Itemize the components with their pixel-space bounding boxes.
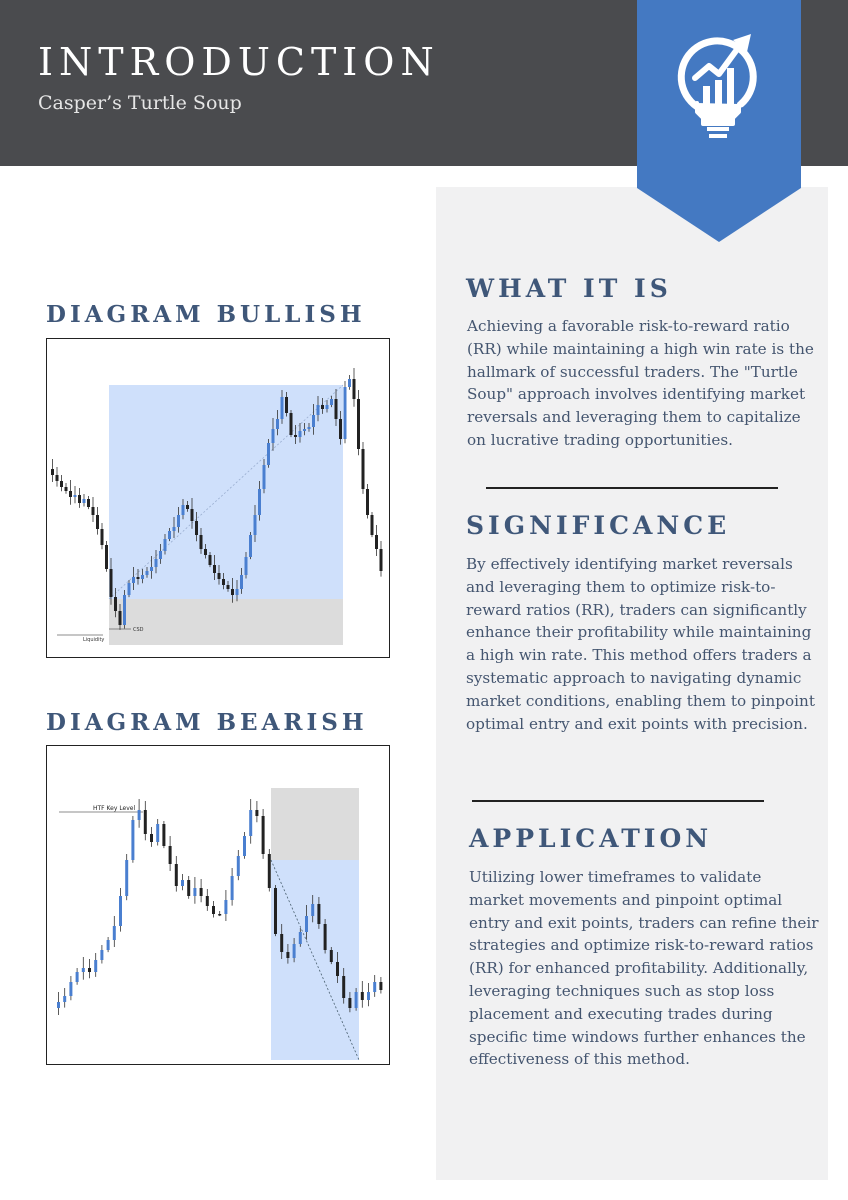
bullish-candle [326,405,329,409]
bearish-candle [311,904,314,916]
bullish-candle [173,527,176,531]
application-text: Utilizing lower timeframes to validate market movements and pinpoint optimal entry and exit points, traders can refine their strategies and optimize risk-to-reward ratios (RR) for enhanced profitability. Additionally, leveraging techniques such as stop loss placement and executing trades during specific time windows further enhances the effectiveness of this method. [469,868,819,1069]
bearish-candle [262,816,265,854]
application-heading: APPLICATION [469,824,713,853]
key-level-label: HTF Key Level [93,805,136,812]
bearish-candle [355,992,358,1008]
bullish-candle [60,481,63,487]
bearish-candle [336,962,339,976]
bullish-candle [168,531,171,539]
bullish-candle [101,529,104,545]
bullish-candle [56,475,59,481]
bullish-candle [366,489,369,515]
bearish-candle [82,968,85,972]
bearish-candle [181,880,184,886]
bullish-candle [159,551,162,559]
bullish-candle [330,399,333,405]
bearish-candle [88,968,91,972]
bearish-candle [305,916,308,932]
bullish-candle [258,489,261,515]
page-subtitle: Casper’s Turtle Soup [38,92,242,114]
bullish-candle [128,583,131,595]
bullish-candle [263,465,266,489]
bullish-candle [348,379,351,387]
bullish-candle [105,545,108,569]
bullish-grey-zone [109,599,343,645]
bullish-candle [335,399,338,419]
csd-label: CSD [133,627,144,633]
bullish-candle [74,495,77,497]
bullish-candle [191,509,194,521]
bullish-candle [317,405,320,415]
bearish-candle [348,998,351,1008]
bullish-candle [155,559,158,567]
bearish-candle [342,976,345,998]
bullish-candle [96,515,99,529]
page-title: INTRODUCTION [38,40,440,84]
bearish-candle [212,906,215,914]
bearish-candle [200,888,203,896]
bullish-candle [276,419,279,429]
bullish-candle [177,515,180,527]
bearish-candle [379,982,382,990]
significance-heading: SIGNIFICANCE [466,511,731,540]
bullish-candle [240,575,243,589]
bearish-candle [367,992,370,1000]
bearish-candle [119,896,122,926]
bearish-candle [330,950,333,962]
bearish-candle [57,1002,60,1008]
bearish-candle [286,952,289,958]
bearish-candle [299,932,302,944]
bullish-candle [254,515,257,535]
bearish-candle [274,888,277,934]
bearish-candle [138,810,141,820]
bullish-candle [186,505,189,509]
bullish-candle [245,557,248,575]
bullish-candle [339,419,342,439]
bearish-candle [144,810,147,834]
what-it-is-text: Achieving a favorable risk-to-reward ratio (RR) while maintaining a high win rate is the hallmark of successful traders. The "Turtle Soup" approach involves identifying market reversals and leveraging them to capitalize on lucrative trading opportunities. [467,317,814,449]
bearish-candle [162,824,165,846]
bullish-candlestick-chart [47,339,389,657]
bearish-candle [206,896,209,906]
bearish-candle [107,940,110,950]
bullish-candle [195,521,198,535]
bearish-candle [175,864,178,886]
bullish-candle [380,549,383,571]
bullish-candle [182,505,185,515]
bullish-candle [65,487,68,491]
bullish-candle [236,589,239,595]
bearish-candle [113,926,116,940]
liquidity-label: Liquidity [83,637,105,643]
bullish-candle [272,429,275,443]
bullish-candle [285,397,288,413]
bullish-candle [344,387,347,439]
bullish-candle [204,549,207,555]
bullish-candle [362,449,365,489]
bearish-candle [293,944,296,958]
bearish-candle [224,900,227,914]
bullish-candle [146,571,149,575]
bullish-candle [375,535,378,549]
bearish-candle [125,860,128,896]
bullish-candle [303,429,306,431]
bearish-candle [237,856,240,876]
bearish-candle [100,950,103,960]
bearish-candle [280,934,283,952]
bullish-candle [114,597,117,611]
bearish-candlestick-chart [47,746,389,1064]
section-divider [472,800,764,802]
bullish-candle [321,405,324,409]
bearish-candle [94,960,97,972]
bullish-candle [371,515,374,535]
bearish-candle [231,876,234,900]
bullish-candle [227,585,230,589]
bullish-candle [299,431,302,437]
bearish-candle [69,982,72,996]
bearish-candle [150,834,153,842]
bullish-candle [51,469,54,475]
bullish-candle [200,535,203,549]
bullish-candle [213,565,216,573]
bearish-candle [255,810,258,816]
bearish-candle [63,996,66,1002]
bullish-candle [78,495,81,503]
what-it-is-heading: WHAT IT IS [466,274,672,303]
bearish-candle [324,924,327,950]
bearish-candle [243,836,246,856]
diagram-bearish-heading: DIAGRAM BEARISH [46,709,368,736]
bullish-candle [110,569,113,597]
bearish-candle [169,846,172,864]
bearish-candle [268,854,271,888]
bullish-candle [312,415,315,427]
bullish-candle [218,573,221,579]
section-divider [486,487,778,489]
diagram-bullish-heading: DIAGRAM BULLISH [46,301,366,328]
bearish-candle [76,972,79,982]
bearish-candle [131,820,134,860]
bullish-candle [357,399,360,449]
bullish-candle [308,427,311,429]
bullish-candle [92,507,95,515]
bullish-candle [119,611,122,625]
bullish-candle [281,397,284,419]
bearish-candle [317,904,320,924]
bullish-candle [150,567,153,571]
diagram-bearish-chart [46,745,390,1065]
bullish-candle [231,589,234,595]
bearish-candle [249,810,252,836]
bullish-candle [83,499,86,503]
bearish-candle [187,880,190,896]
bullish-candle [69,491,72,497]
diagram-bullish-chart [46,338,390,658]
bullish-candle [141,575,144,579]
bearish-candle [373,982,376,992]
bullish-candle [353,379,356,399]
bullish-candle [132,577,135,583]
significance-text: By effectively identifying market reversals and leveraging them to optimize risk-to-reward ratios (RR), traders can significantly enhance their profitability while maintaining a high win rate. This method offers traders a systematic approach to navigating dynamic market conditions, enabling them to pinpoint optimal entry and exit points with precision. [466,555,815,733]
bullish-candle [249,535,252,557]
bullish-candle [137,577,140,579]
bullish-candle [87,499,90,507]
bullish-candle [209,555,212,565]
bullish-candle [267,443,270,465]
bearish-grey-zone [271,788,359,860]
bullish-candle [294,435,297,437]
bearish-candle [361,992,364,1000]
bullish-candle [222,579,225,585]
bullish-candle [123,595,126,625]
bearish-candle [218,914,221,916]
bullish-candle [164,539,167,551]
bullish-candle [290,413,293,435]
bearish-candle [193,888,196,896]
logo-ribbon [637,0,801,242]
bearish-candle [156,824,159,842]
